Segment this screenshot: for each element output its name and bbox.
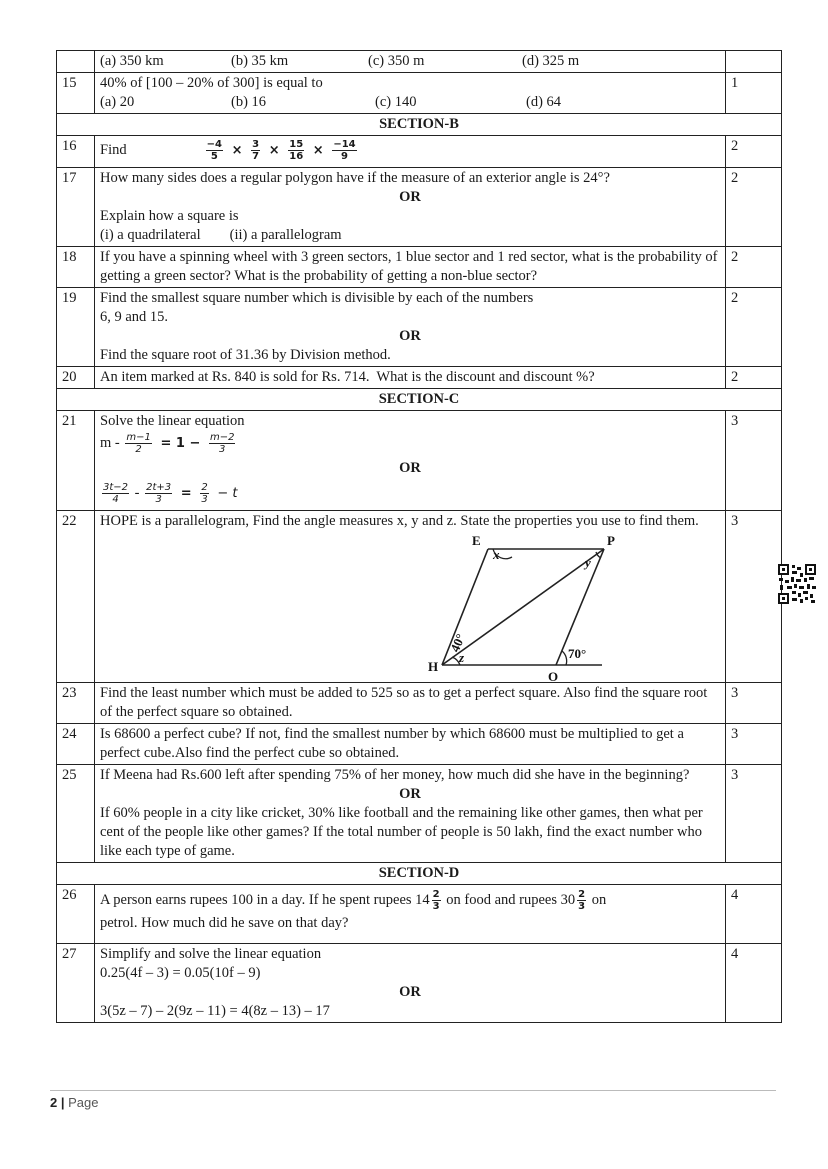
question-body xyxy=(95,683,726,724)
alternative-text: (i) a quadrilateral (ii) a parallelogram xyxy=(100,227,342,243)
question-row-22 xyxy=(57,511,782,683)
question-text: An item marked at Rs. 840 is sold for Rs. 714. What is the discount and discount %? xyxy=(100,369,595,385)
marks: 1 xyxy=(726,73,782,114)
equation-text: − t xyxy=(217,485,238,501)
question-row-17 xyxy=(57,168,782,247)
question-number: 19 xyxy=(57,288,95,367)
question-body xyxy=(95,724,726,765)
footer-separator: | xyxy=(60,1095,65,1110)
denominator: 9 xyxy=(340,151,348,162)
marks: 2 xyxy=(726,168,782,247)
fraction xyxy=(200,482,208,505)
marks: 2 xyxy=(726,247,782,288)
question-body xyxy=(95,51,726,73)
alternative-text: If 60% people in a city like cricket, 30% like football and the remaining like other games, then what per cent of the people like other games? If the total number of people is 50 lakh, find the exact number who like each type of game. xyxy=(100,805,703,859)
question-table xyxy=(56,50,782,1023)
question-number: 15 xyxy=(57,73,95,114)
question-text: How many sides does a regular polygon have if the measure of an exterior angle is 24°? xyxy=(100,170,610,186)
question-row-24 xyxy=(57,724,782,765)
equation-1 xyxy=(100,432,720,455)
or-divider: OR xyxy=(399,460,421,476)
fraction xyxy=(206,139,223,162)
or-divider: OR xyxy=(399,786,421,802)
denominator: 2 xyxy=(135,444,142,455)
equation-2 xyxy=(100,482,720,505)
question-row-26 xyxy=(57,885,782,944)
denominator: 3 xyxy=(201,494,208,505)
marks: 3 xyxy=(726,765,782,863)
denominator: 3 xyxy=(155,494,162,505)
denominator: 16 xyxy=(289,151,304,162)
option-c: (c) 140 xyxy=(375,94,417,110)
fraction xyxy=(209,432,235,455)
parallelogram-diagram xyxy=(428,531,620,684)
question-number: 20 xyxy=(57,367,95,389)
fraction xyxy=(577,889,586,912)
vertex-label-h: H xyxy=(428,659,439,674)
question-row-16 xyxy=(57,136,782,168)
question-body xyxy=(95,73,726,114)
question-row-15 xyxy=(57,73,782,114)
question-text: on xyxy=(591,891,607,908)
question-body xyxy=(95,247,726,288)
qr-code-graphic xyxy=(778,564,816,604)
question-body xyxy=(95,944,726,1023)
options xyxy=(100,93,720,112)
section-title: SECTION-B xyxy=(57,114,782,136)
fraction xyxy=(251,139,260,162)
question-body xyxy=(95,288,726,367)
question-row-27 xyxy=(57,944,782,1023)
question-body xyxy=(95,367,726,389)
marks: 2 xyxy=(726,288,782,367)
vertex-label-e: E xyxy=(472,533,481,548)
marks: 4 xyxy=(726,944,782,1023)
option-d: (d) 325 m xyxy=(522,53,580,69)
angle-label-70: 70° xyxy=(568,646,587,661)
question-text: Find the smallest square number which is divisible by each of the numbers xyxy=(100,290,534,306)
vertex-label-p: P xyxy=(607,533,615,548)
fraction xyxy=(102,482,129,505)
page-footer xyxy=(50,1090,776,1110)
question-text: Solve the linear equation xyxy=(100,413,245,429)
equation-text: m - xyxy=(100,434,120,451)
numerator: 2t+3 xyxy=(146,482,172,493)
question-text: HOPE is a parallelogram, Find the angle measures x, y and z. State the properties you use to find them. xyxy=(100,513,699,529)
numerator: 2 xyxy=(201,482,208,493)
question-number: 16 xyxy=(57,136,95,168)
numerator: 3t−2 xyxy=(103,482,129,493)
numerator: 3 xyxy=(252,139,260,150)
question-row-25 xyxy=(57,765,782,863)
numerator: m−2 xyxy=(209,432,235,443)
times-sign: × xyxy=(231,142,243,158)
options xyxy=(100,52,720,71)
question-text: If you have a spinning wheel with 3 green sectors, 1 blue sector and 1 red sector, what is the probability of getting a green sector? What is the probability of getting a non-blue sector? xyxy=(100,249,718,284)
question-text: If Meena had Rs.600 left after spending 75% of her money, how much did she have in the beginning? xyxy=(100,767,690,783)
question-text: Find the least number which must be added to 525 so as to get a perfect square. Also find the square root of the perfect square so obtained. xyxy=(100,685,708,720)
question-text: Is 68600 a perfect cube? If not, find the smallest number by which 68600 must be multiplied to get a perfect cube.Also find the perfect cube so obtained. xyxy=(100,726,684,761)
question-row-19 xyxy=(57,288,782,367)
equation-text: = xyxy=(180,485,192,501)
question-number: 22 xyxy=(57,511,95,683)
alternative-text: Explain how a square is xyxy=(100,208,239,224)
section-header-b xyxy=(57,114,782,136)
denominator: 7 xyxy=(252,151,260,162)
question-number: 27 xyxy=(57,944,95,1023)
option-d: (d) 64 xyxy=(526,94,562,110)
question-text: Find xyxy=(100,142,127,158)
section-header-d xyxy=(57,863,782,885)
numerator: 2 xyxy=(578,889,586,900)
option-c: (c) 350 m xyxy=(368,53,425,69)
denominator: 3 xyxy=(432,901,440,912)
section-title: SECTION-D xyxy=(57,863,782,885)
equation-1: 0.25(4f – 3) = 0.05(10f – 9) xyxy=(100,965,261,981)
qr-code-icon xyxy=(778,564,816,604)
vertex-label-o: O xyxy=(548,669,559,684)
marks: 3 xyxy=(726,411,782,511)
question-text: Simplify and solve the linear equation xyxy=(100,946,322,962)
fraction xyxy=(288,139,304,162)
question-number: 23 xyxy=(57,683,95,724)
angle-label-z: z xyxy=(459,650,465,665)
question-number: 25 xyxy=(57,765,95,863)
numerator: 15 xyxy=(289,139,304,150)
angle-label-x: x xyxy=(493,547,500,562)
marks: 3 xyxy=(726,724,782,765)
option-a: (a) 20 xyxy=(100,94,135,110)
question-text: petrol. How much did he save on that day? xyxy=(100,915,349,931)
page-number: 2 xyxy=(50,1095,58,1110)
question-number xyxy=(57,51,95,73)
question-number: 17 xyxy=(57,168,95,247)
times-sign: × xyxy=(268,142,280,158)
angle-label-40: 40° xyxy=(447,631,469,655)
fraction xyxy=(332,139,356,162)
marks: 4 xyxy=(726,885,782,944)
page-label: Page xyxy=(68,1095,99,1110)
option-b: (b) 35 km xyxy=(231,53,289,69)
section-header-c xyxy=(57,389,782,411)
question-number: 26 xyxy=(57,885,95,944)
question-text: A person earns rupees 100 in a day. If he spent rupees 14 xyxy=(100,891,430,908)
fraction xyxy=(432,889,441,912)
option-a: (a) 350 km xyxy=(100,53,164,69)
equation-text: = 1 − xyxy=(160,435,201,451)
question-body xyxy=(95,885,726,944)
or-divider: OR xyxy=(399,189,421,205)
alternative-text: Find the square root of 31.36 by Division method. xyxy=(100,347,391,363)
times-sign: × xyxy=(312,142,324,158)
section-title: SECTION-C xyxy=(57,389,782,411)
question-row-14 xyxy=(57,51,782,73)
question-body xyxy=(95,765,726,863)
question-number: 21 xyxy=(57,411,95,511)
question-row-21 xyxy=(57,411,782,511)
angle-label-y: y xyxy=(585,555,591,570)
denominator: 3 xyxy=(578,901,586,912)
question-text-line xyxy=(100,889,720,912)
question-row-20 xyxy=(57,367,782,389)
equation-2: 3(5z – 7) – 2(9z – 11) = 4(8z – 13) – 17 xyxy=(100,1003,330,1019)
numerator: −4 xyxy=(206,139,222,150)
or-divider: OR xyxy=(399,328,421,344)
question-row-23 xyxy=(57,683,782,724)
question-text: on food and rupees 30 xyxy=(446,891,576,908)
question-number: 24 xyxy=(57,724,95,765)
parallelogram-figure xyxy=(100,531,720,684)
marks: 3 xyxy=(726,511,782,683)
angle-arc-70 xyxy=(562,651,567,665)
marks: 3 xyxy=(726,683,782,724)
question-body xyxy=(95,411,726,511)
question-text: 6, 9 and 15. xyxy=(100,309,169,325)
option-b: (b) 16 xyxy=(231,94,267,110)
or-divider: OR xyxy=(399,984,421,1000)
fraction xyxy=(125,432,151,455)
numerator: 2 xyxy=(432,889,440,900)
marks: 2 xyxy=(726,136,782,168)
denominator: 3 xyxy=(219,444,226,455)
denominator: 4 xyxy=(112,494,119,505)
question-number: 18 xyxy=(57,247,95,288)
question-row-18 xyxy=(57,247,782,288)
denominator: 5 xyxy=(210,151,218,162)
question-body xyxy=(95,511,726,683)
question-body xyxy=(95,136,726,168)
numerator: −14 xyxy=(333,139,356,150)
fraction xyxy=(145,482,172,505)
marks xyxy=(726,51,782,73)
equation-text: - xyxy=(134,484,140,501)
question-text: 40% of [100 – 20% of 300] is equal to xyxy=(100,75,323,91)
numerator: m−1 xyxy=(126,432,151,443)
marks: 2 xyxy=(726,367,782,389)
question-body xyxy=(95,168,726,247)
